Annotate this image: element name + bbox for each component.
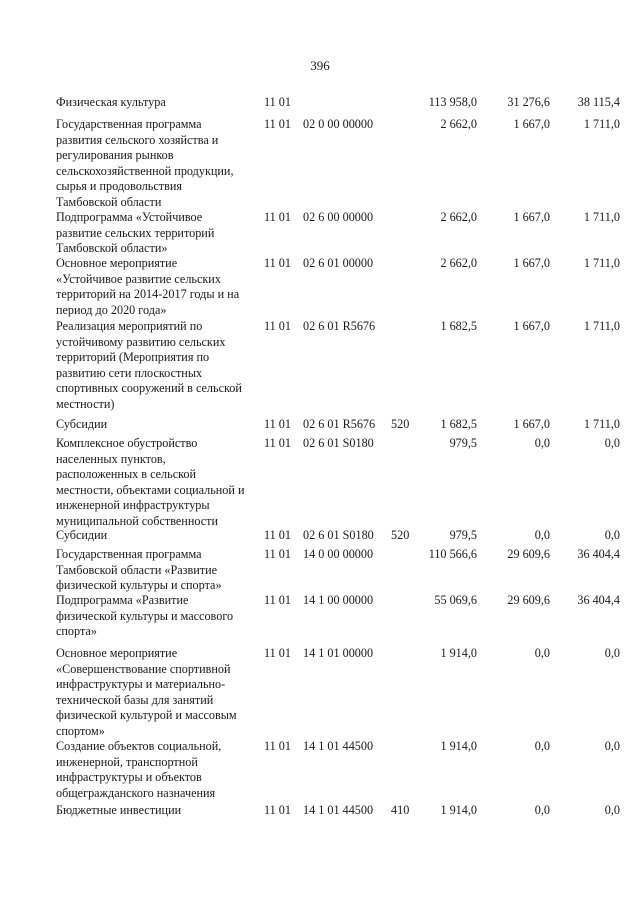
row-target-article: 14 1 01 00000 <box>303 646 374 660</box>
row-target-article: 02 6 01 00000 <box>303 256 374 270</box>
row-value-1: 110 566,6 <box>428 547 477 561</box>
row-target-article: 02 6 00 00000 <box>303 210 374 224</box>
row-value-3: 1 711,0 <box>583 319 620 333</box>
row-section: 11 01 <box>264 528 291 542</box>
row-name: Комплексное обустройство населенных пунктов, расположенных в сельской местности, объектами социальной и инженерной инфраструктуры муниципальной собственности <box>56 436 245 528</box>
row-value-1: 1 914,0 <box>440 646 477 660</box>
row-value-1: 2 662,0 <box>440 256 477 270</box>
row-value-2: 29 609,6 <box>507 593 550 607</box>
row-value-3: 0,0 <box>604 739 620 753</box>
row-value-2: 1 667,0 <box>513 117 550 131</box>
row-expense-type: 410 <box>391 803 410 817</box>
row-value-1: 1 682,5 <box>440 319 477 333</box>
row-value-1: 2 662,0 <box>440 210 477 224</box>
row-section: 11 01 <box>264 593 291 607</box>
row-target-article: 14 1 01 44500 <box>303 803 374 817</box>
row-value-2: 1 667,0 <box>513 210 550 224</box>
row-name: Создание объектов социальной, инженерной, транспортной инфраструктуры и объектов общегражданского назначения <box>56 739 222 800</box>
row-target-article: 14 1 01 44500 <box>303 739 374 753</box>
row-value-3: 36 404,4 <box>577 593 620 607</box>
row-target-article: 02 0 00 00000 <box>303 117 374 131</box>
row-value-3: 0,0 <box>604 436 620 450</box>
row-value-2: 0,0 <box>534 436 550 450</box>
row-section: 11 01 <box>264 95 291 109</box>
row-value-2: 1 667,0 <box>513 319 550 333</box>
row-name: Подпрограмма «Устойчивое развитие сельских территорий Тамбовской области» <box>56 210 215 256</box>
row-expense-type: 520 <box>391 417 410 431</box>
row-value-1: 113 958,0 <box>428 95 477 109</box>
row-name: Основное мероприятие «Устойчивое развитие сельских территорий на 2014-2017 годы и на период до 2020 года» <box>56 256 240 317</box>
row-name: Субсидии <box>56 528 108 542</box>
row-value-3: 1 711,0 <box>583 256 620 270</box>
row-value-2: 31 276,6 <box>507 95 550 109</box>
row-value-3: 0,0 <box>604 803 620 817</box>
row-name: Физическая культура <box>56 95 166 109</box>
row-section: 11 01 <box>264 117 291 131</box>
row-name: Реализация мероприятий по устойчивому развитию сельских территорий (Мероприятия по развитию сети плоскостных спортивных сооружений в сельской местности) <box>56 319 242 411</box>
row-value-1: 1 682,5 <box>440 417 477 431</box>
row-section: 11 01 <box>264 417 291 431</box>
row-name: Подпрограмма «Развитие физической культуры и массового спорта» <box>56 593 234 639</box>
row-section: 11 01 <box>264 547 291 561</box>
row-name: Субсидии <box>56 417 108 431</box>
row-value-2: 0,0 <box>534 528 550 542</box>
row-section: 11 01 <box>264 803 291 817</box>
row-target-article: 02 6 01 R5676 <box>303 417 376 431</box>
row-value-2: 29 609,6 <box>507 547 550 561</box>
row-section: 11 01 <box>264 256 291 270</box>
row-value-3: 1 711,0 <box>583 210 620 224</box>
row-value-1: 1 914,0 <box>440 803 477 817</box>
row-value-3: 1 711,0 <box>583 417 620 431</box>
row-value-2: 0,0 <box>534 739 550 753</box>
row-section: 11 01 <box>264 436 291 450</box>
row-section: 11 01 <box>264 739 291 753</box>
row-value-2: 1 667,0 <box>513 256 550 270</box>
row-expense-type: 520 <box>391 528 410 542</box>
row-value-1: 1 914,0 <box>440 739 477 753</box>
row-target-article: 02 6 01 S0180 <box>303 436 374 450</box>
row-value-3: 36 404,4 <box>577 547 620 561</box>
row-value-1: 55 069,6 <box>434 593 477 607</box>
row-name: Государственная программа Тамбовской области «Развитие физической культуры и спорта» <box>56 547 222 593</box>
page-number: 396 <box>310 58 330 73</box>
row-value-1: 2 662,0 <box>440 117 477 131</box>
row-section: 11 01 <box>264 210 291 224</box>
row-section: 11 01 <box>264 646 291 660</box>
row-value-3: 0,0 <box>604 528 620 542</box>
row-name: Основное мероприятие «Совершенствование спортивной инфраструктуры и материально- технической базы для занятий физической культурой и массовым спортом» <box>56 646 237 738</box>
row-section: 11 01 <box>264 319 291 333</box>
row-name: Государственная программа развития сельского хозяйства и регулирования рынков сельскохозяйственной продукции, сырья и продовольствия Тамбовской области <box>56 117 234 209</box>
row-target-article: 14 0 00 00000 <box>303 547 374 561</box>
row-value-2: 0,0 <box>534 646 550 660</box>
row-value-3: 38 115,4 <box>577 95 620 109</box>
row-value-3: 1 711,0 <box>583 117 620 131</box>
row-value-1: 979,5 <box>449 436 477 450</box>
row-value-1: 979,5 <box>449 528 477 542</box>
row-target-article: 14 1 00 00000 <box>303 593 374 607</box>
row-target-article: 02 6 01 S0180 <box>303 528 374 542</box>
row-value-3: 0,0 <box>604 646 620 660</box>
row-name: Бюджетные инвестиции <box>56 803 182 817</box>
row-value-2: 1 667,0 <box>513 417 550 431</box>
row-value-2: 0,0 <box>534 803 550 817</box>
row-target-article: 02 6 01 R5676 <box>303 319 376 333</box>
